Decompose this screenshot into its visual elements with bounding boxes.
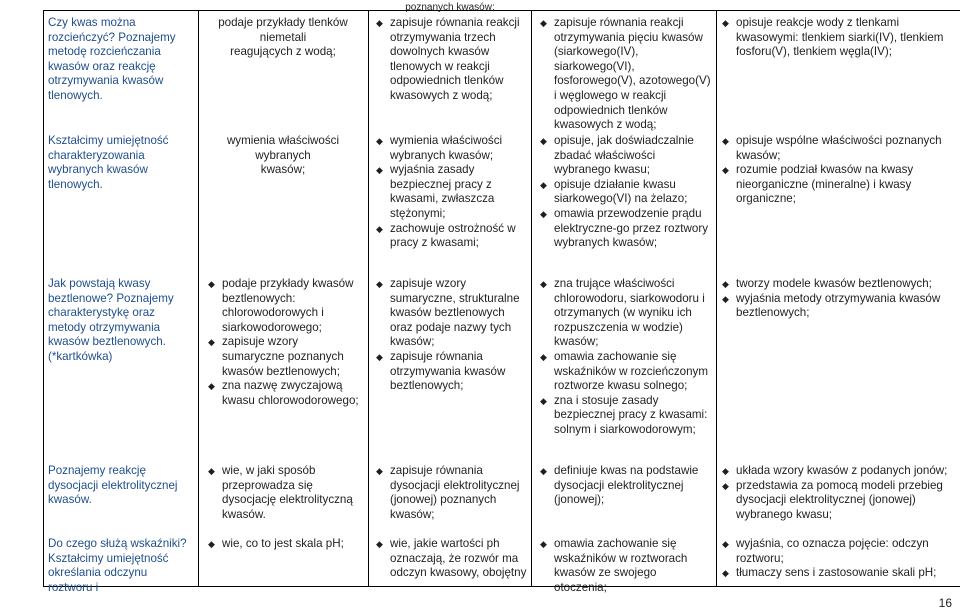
list-item: ◆ wie, w jaki sposób przeprowadza się dysocjację elektrolityczną kwasów. xyxy=(208,464,363,522)
excellent-req-2 xyxy=(722,134,956,207)
advanced-req-1 xyxy=(540,16,712,133)
basic-req-5 xyxy=(208,537,363,552)
column-divider-1 xyxy=(198,10,199,587)
advanced-req-5 xyxy=(540,537,712,595)
list-item: ◆ zapisuje wzory sumaryczne, strukturalne kwasów beztlenowych oraz podaje nazwy tych kwasów; xyxy=(376,277,528,350)
list-item: ◆ wyjaśnia zasady bezpiecznej pracy z kwasami, zwłaszcza stężonymi; xyxy=(376,163,528,221)
extended-req-1 xyxy=(376,16,528,104)
list-item: ◆ opisuje działanie kwasu siarkowego(VI) na żelazo; xyxy=(540,178,712,207)
list-item: ◆ tłumaczy sens i zastosowanie skali pH; xyxy=(722,566,956,581)
list-item: ◆ przedstawia za pomocą modeli przebieg dysocjacji elektrolitycznej (jonowej) wybranego kwasu; xyxy=(722,479,956,523)
list-item: ◆ zapisuje wzory sumaryczne poznanych kwasów beztlenowych; xyxy=(208,335,363,379)
list-item: ◆ wymienia właściwości wybranych kwasów; xyxy=(376,134,528,163)
extended-req-4 xyxy=(376,464,528,522)
lesson-topic-1: Czy kwas można rozcieńczyć? Poznajemy metodę rozcieńczania kwasów oraz reakcję otrzymywania kwasów tlenowych. xyxy=(48,16,176,102)
excellent-req-3 xyxy=(722,277,956,321)
lesson-topic-2: Kształcimy umiejętność charakteryzowania wybranych kwasów tlenowych. xyxy=(48,134,169,191)
table-border-left xyxy=(43,10,44,587)
basic-req-4 xyxy=(208,464,363,522)
list-item: ◆ tworzy modele kwasów beztlenowych; xyxy=(722,277,956,292)
list-item: ◆ zachowuje ostrożność w pracy z kwasami; xyxy=(376,222,528,251)
list-item: ◆ rozumie podział kwasów na kwasy nieorganiczne (mineralne) i kwasy organiczne; xyxy=(722,163,956,207)
list-item: ◆ omawia przewodzenie prądu elektryczne-go przez roztwory wybranych kwasów; xyxy=(540,207,712,251)
lesson-topic-4: Poznajemy reakcję dysocjacji elektrolitycznej kwasów. xyxy=(48,464,178,507)
basic-req-2 xyxy=(208,134,358,178)
list-item: ◆ układa wzory kwasów z podanych jonów; xyxy=(722,464,956,479)
extended-req-2 xyxy=(376,134,528,251)
list-item: ◆ zna nazwę zwyczajową kwasu chlorowodorowego; xyxy=(208,379,363,408)
lesson-topic-5: Do czego służą wskaźniki? Kształcimy umiejętność określania odczynu roztworu i xyxy=(48,537,187,594)
extended-req-3 xyxy=(376,277,528,394)
list-item: ◆ zna i stosuje zasady bezpiecznej pracy z kwasami: solnym i siarkowodorowym; xyxy=(540,394,712,438)
basic-req-1 xyxy=(208,16,358,60)
advanced-req-2 xyxy=(540,134,712,251)
lesson-topic-3: Jak powstają kwasy beztlenowe? Poznajemy charakterystykę oraz metody otrzymywania kwasów beztlenowych. (*kartkówka) xyxy=(48,277,174,363)
list-item: ◆ zapisuje równania dysocjacji elektrolitycznej (jonowej) poznanych kwasów; xyxy=(376,464,528,522)
advanced-req-4 xyxy=(540,464,712,508)
excellent-req-5 xyxy=(722,537,956,581)
list-item: ◆ omawia zachowanie się wskaźników w roztworach kwasów ze swojego otoczenia; xyxy=(540,537,712,595)
list-item: ◆ wyjaśnia metody otrzymywania kwasów beztlenowych; xyxy=(722,292,956,321)
excellent-req-4 xyxy=(722,464,956,522)
advanced-req-3 xyxy=(540,277,712,438)
list-item: ◆ opisuje wspólne właściwości poznanych kwasów; xyxy=(722,134,956,163)
list-item: ◆ opisuje, jak doświadczalnie zbadać właściwości wybranego kwasu; xyxy=(540,134,712,178)
list-item: ◆ definiuje kwas na podstawie dysocjacji elektrolitycznej (jonowej); xyxy=(540,464,712,508)
list-item: ◆ omawia zachowanie się wskaźników w rozcieńczonym roztworze kwasu solnego; xyxy=(540,350,712,394)
column-divider-3 xyxy=(531,10,532,587)
extended-req-5 xyxy=(376,537,528,581)
page-number: 16 xyxy=(938,596,952,610)
list-item: wymienia właściwości wybranych kwasów; xyxy=(226,134,340,177)
column-divider-2 xyxy=(368,10,369,587)
list-item: ◆ zapisuje równania reakcji otrzymywania trzech dowolnych kwasów tlenowych w reakcji odpowiednich tlenków kwasowych z wodą; xyxy=(376,16,528,104)
basic-req-3 xyxy=(208,277,363,408)
list-item: ◆ zna trujące właściwości chlorowodoru, siarkowodoru i otrzymanych (w wyniku ich rozpuszczenia w wodzie) kwasów; xyxy=(540,277,712,350)
column-divider-4 xyxy=(716,10,717,587)
list-item: ◆ wie, co to jest skala pH; xyxy=(208,537,363,552)
excellent-req-1 xyxy=(722,16,956,60)
list-item: ◆ wyjaśnia, co oznacza pojęcie: odczyn roztworu; xyxy=(722,537,956,566)
list-item: ◆ zapisuje równania otrzymywania kwasów beztlenowych; xyxy=(376,350,528,394)
list-item: ◆ podaje przykłady kwasów beztlenowych: chlorowodorowych i siarkowodorowego; xyxy=(208,277,363,335)
list-item: ◆ zapisuje równania reakcji otrzymywania pięciu kwasów (siarkowego(IV), siarkowego(VI), fosforowego(V), azotowego(V) i węglowego w reakcji odpowiednich tlenków kwasowych z wodą; xyxy=(540,16,712,133)
list-item: podaje przykłady tlenków niemetali reagujących z wodą; xyxy=(218,16,348,59)
extended-req-carryover: poznanych kwasów; xyxy=(405,2,495,13)
list-item: ◆ wie, jakie wartości ph oznaczają, że rozwór ma odczyn kwasowy, obojętny xyxy=(376,537,528,581)
list-item: ◆ opisuje reakcje wody z tlenkami kwasowymi: tlenkiem siarki(IV), tlenkiem fosforu(V), tlenkiem węgla(IV); xyxy=(722,16,956,60)
